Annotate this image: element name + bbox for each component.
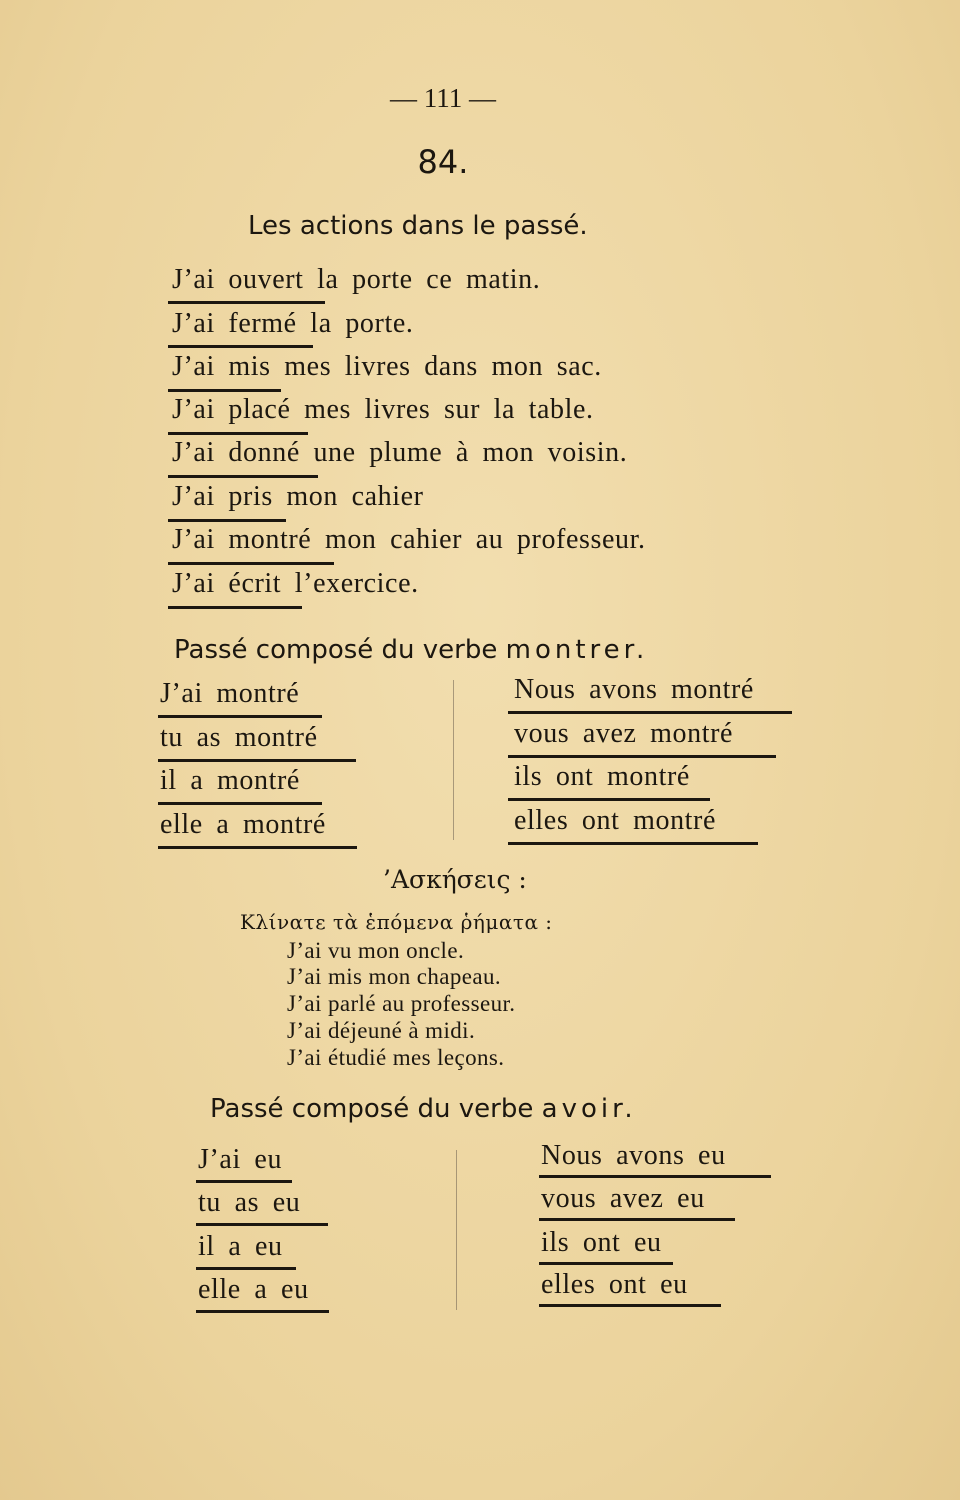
- avoir-plural-2: vous avez eu: [541, 1183, 705, 1214]
- underline: [196, 1310, 329, 1313]
- underline: [508, 711, 792, 714]
- action-line: J’ai donné une plume à mon voisin.: [172, 437, 628, 468]
- underline: [539, 1218, 735, 1221]
- action-line: J’ai écrit l’exercice.: [172, 568, 419, 599]
- action-line: J’ai ouvert la porte ce matin.: [172, 264, 541, 295]
- underline: [508, 842, 758, 845]
- avoir-plural-1: Nous avons eu: [541, 1140, 726, 1171]
- avoir-plural-3: ils ont eu: [541, 1227, 662, 1258]
- avoir-singular-1: J’ai eu: [198, 1144, 283, 1175]
- underline: [168, 475, 318, 478]
- underline: [508, 755, 776, 758]
- action-line: J’ai montré mon cahier au professeur.: [172, 524, 646, 555]
- underline: [168, 345, 313, 348]
- exercises-instruction: Κλίνατε τὰ ἑπόμενα ῥήματα :: [240, 910, 553, 934]
- action-line: J’ai mis mes livres dans mon sac.: [172, 351, 602, 382]
- underline: [196, 1267, 296, 1270]
- underline: [168, 301, 325, 304]
- underline: [158, 846, 357, 849]
- page-number: — 111 —: [390, 83, 496, 113]
- column-divider: [453, 680, 454, 840]
- underline: [508, 798, 710, 801]
- exercise-item: J’ai parlé au professeur.: [287, 991, 516, 1016]
- underline: [539, 1262, 673, 1265]
- underline: [539, 1175, 771, 1178]
- avoir-heading: [210, 1094, 637, 1124]
- exercises-heading: ’Ασκήσεις :: [383, 865, 527, 894]
- exercise-item: J’ai déjeuné à midi.: [287, 1018, 476, 1043]
- avoir-singular-2: tu as eu: [198, 1187, 301, 1218]
- underline: [168, 606, 302, 609]
- action-line: J’ai fermé la porte.: [172, 308, 414, 339]
- montrer-singular-3: il a montré: [160, 765, 300, 796]
- montrer-heading: [174, 635, 648, 665]
- montrer-plural-3: ils ont montré: [514, 761, 690, 792]
- underline: [158, 759, 356, 762]
- montrer-singular-4: elle a montré: [160, 809, 326, 840]
- avoir-heading-verb: avoir.: [541, 1094, 637, 1124]
- exercise-item: J’ai mis mon chapeau.: [287, 964, 502, 989]
- action-line: J’ai placé mes livres sur la table.: [172, 394, 594, 425]
- avoir-singular-3: il a eu: [198, 1231, 283, 1262]
- section-title: Les actions dans le passé.: [248, 211, 588, 241]
- avoir-plural-4: elles ont eu: [541, 1269, 688, 1300]
- underline: [158, 715, 322, 718]
- underline: [168, 432, 308, 435]
- underline: [158, 802, 322, 805]
- montrer-singular-2: tu as montré: [160, 722, 318, 753]
- montrer-plural-1: Nous avons montré: [514, 674, 754, 705]
- action-line: J’ai pris mon cahier: [172, 481, 424, 512]
- lesson-number: 84.: [417, 143, 469, 181]
- avoir-heading-prefix: Passé composé du verbe: [210, 1094, 534, 1124]
- montrer-singular-1: J’ai montré: [160, 678, 300, 709]
- exercise-item: J’ai étudié mes leçons.: [287, 1045, 505, 1070]
- montrer-plural-4: elles ont montré: [514, 805, 717, 836]
- montrer-plural-2: vous avez montré: [514, 718, 734, 749]
- montrer-heading-prefix: Passé composé du verbe: [174, 635, 498, 665]
- montrer-heading-verb: montrer.: [505, 635, 649, 665]
- underline: [196, 1180, 292, 1183]
- column-divider: [456, 1150, 457, 1310]
- exercise-item: J’ai vu mon oncle.: [287, 938, 465, 963]
- underline: [168, 519, 286, 522]
- underline: [168, 389, 281, 392]
- underline: [196, 1223, 328, 1226]
- underline: [168, 562, 334, 565]
- underline: [539, 1304, 721, 1307]
- avoir-singular-4: elle a eu: [198, 1274, 309, 1305]
